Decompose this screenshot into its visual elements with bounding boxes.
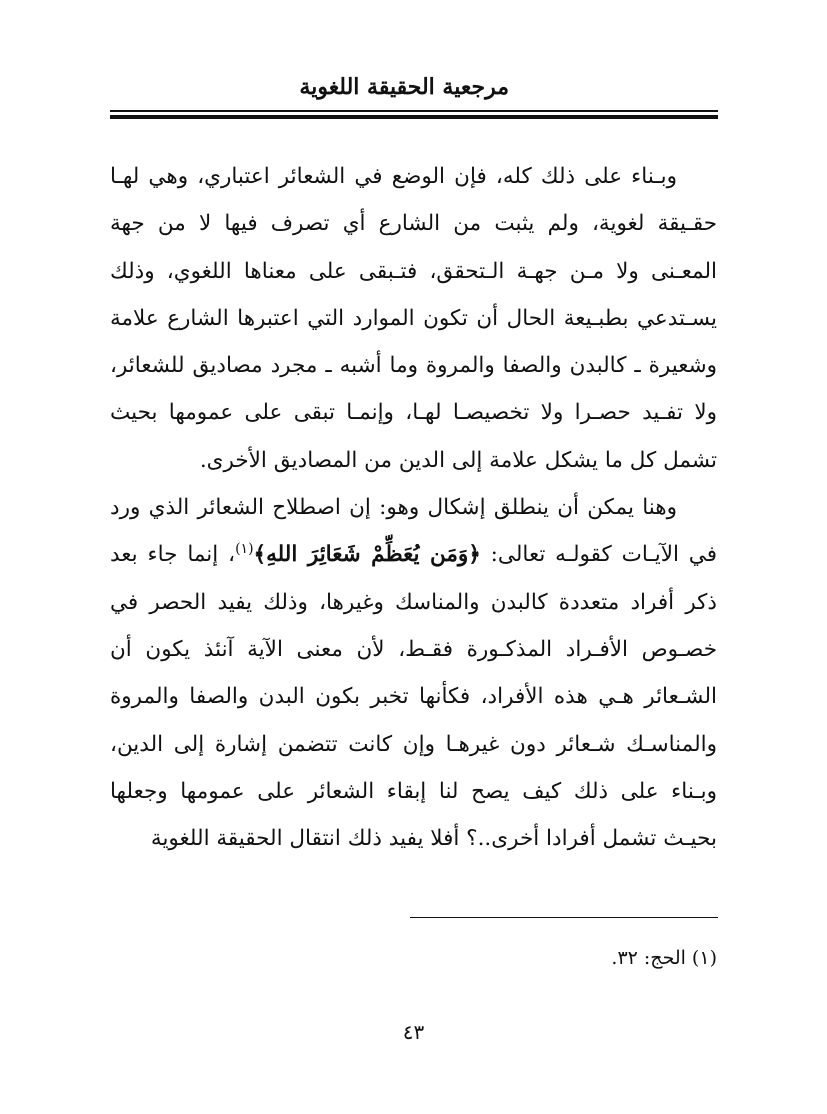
paragraph-2-intro: وهنا يمكن أن ينطلق إشكال وهو: إن اصطلاح الشعائر الذي ورد في الآيـات كقولـه تعالى:: [110, 495, 717, 568]
quran-verse: ﴿وَمَن يُعَظِّمْ شَعَائِرَ اللهِ﴾: [253, 542, 481, 568]
header-rule-thin: [110, 110, 718, 112]
footnote: (١) الحج: ٣٢.: [611, 947, 717, 969]
paragraph-1: وبـناء على ذلك كله، فإن الوضع في الشعائر اعتباري، وهي لهـا حقـيقة لغوية، ولم يثبت من الشارع أي تصرف فيها لا من جهة المعـنى ولا مـن جهـة الـتحقق، فتـبقى على معناها اللغوي، وذلك يسـتدعي بطبـيعة الحال أن تكون الموارد التي اعتبرها الشارع علامة وشعيرة ـ كالبدن والصفا والمروة وما أشبه ـ مجرد مصاديق للشعائر، ولا تفـيد حصـرا ولا تخصيصـا لهـا، وإنمـا تبقى على عمومها بحيث تشمل كل ما يشكل علامة إلى الدين من المصاديق الأخرى.: [110, 164, 717, 473]
main-text: [110, 153, 717, 862]
header-rule-thick: [110, 115, 718, 119]
page-number: ٤٣: [402, 1020, 425, 1044]
paragraph-2-rest: ، إنما جاء بعد ذكر أفراد متعددة كالبدن والمناسك وغيرها، وذلك يفيد الحصر في خصـوص الأفـراد المذكـورة فقـط، لأن معنى الآية آنئذ يكون أن الشـعائر هـي هذه الأفراد، فكأنها تخبر بكون البدن والصفا والمروة والمناسـك شـعائر دون غيرهـا وإن كانت تتضمن إشارة إلى الدين، وبـناء على ذلك كيف يصح لنا إبقاء الشعائر على عمومها وجعلها بحيـث تشمل أفرادا أخرى..؟ أفلا يفيد ذلك انتقال الحقيقة اللغوية: [110, 542, 717, 852]
running-header-title: مرجعية الحقيقة اللغوية: [299, 74, 509, 100]
footnote-separator: [410, 917, 718, 918]
footnote-reference: (١): [235, 541, 254, 558]
paragraph-2: [110, 484, 717, 862]
